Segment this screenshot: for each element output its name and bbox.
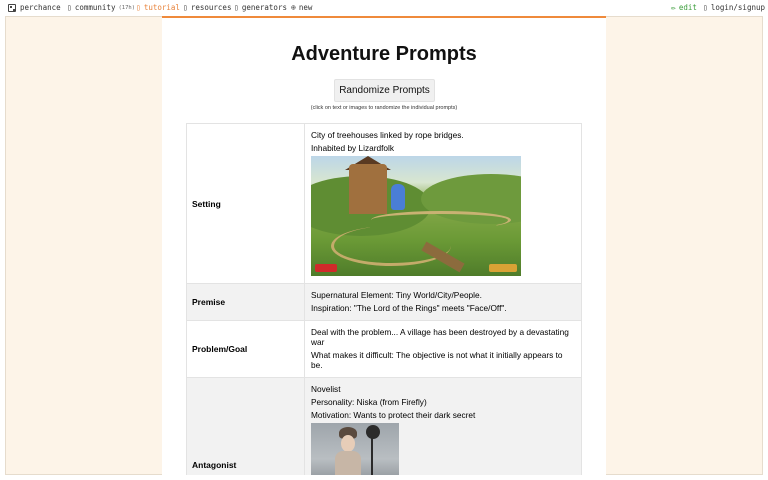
premise-text-2[interactable]: Inspiration: "The Lord of the Rings" meets "Face/Off". <box>311 303 507 313</box>
row-problem-cell <box>306 321 581 377</box>
randomize-hint: (click on text or images to randomize the individual prompts) <box>310 105 458 111</box>
row-setting <box>186 123 582 284</box>
row-antagonist-cell <box>306 378 581 475</box>
row-problem-label: Problem/Goal <box>187 321 305 377</box>
nav-generators[interactable] <box>234 3 287 12</box>
antagonist-text-1[interactable]: Novelist <box>311 384 341 394</box>
nav-tutorial[interactable] <box>136 3 180 12</box>
nav-resources-label: resources <box>190 3 232 12</box>
pencil-icon: ✏ <box>671 3 676 12</box>
setting-image[interactable] <box>311 156 521 276</box>
nav-brand[interactable] <box>8 3 61 12</box>
antagonist-text-3[interactable]: Motivation: Wants to protect their dark secret <box>311 410 476 420</box>
community-badge: (17h) <box>118 4 136 11</box>
nav-new-label: new <box>298 3 313 12</box>
generator-output <box>162 18 606 475</box>
nav-login-label: login/signup <box>710 3 766 12</box>
row-setting-cell <box>306 124 581 283</box>
list-icon: ▯ <box>234 3 239 12</box>
row-problem <box>186 321 582 378</box>
nav-community[interactable] <box>67 3 135 12</box>
nav-community-label: community <box>74 3 116 12</box>
problem-text-1[interactable]: Deal with the problem... A village has been destroyed by a devastating war <box>311 327 569 347</box>
setting-text-2[interactable]: Inhabited by Lizardfolk <box>311 143 395 153</box>
row-premise-label: Premise <box>187 284 305 320</box>
user-icon: ▯ <box>703 3 708 12</box>
plus-circle-icon: ⊕ <box>291 3 296 12</box>
row-antagonist-label: Antagonist <box>187 378 305 475</box>
premise-text-1[interactable]: Supernatural Element: Tiny World/City/People. <box>311 290 482 300</box>
setting-text-1[interactable]: City of treehouses linked by rope bridges. <box>311 130 464 140</box>
antagonist-text-2[interactable]: Personality: Niska (from Firefly) <box>311 397 427 407</box>
nav-resources[interactable] <box>183 3 231 12</box>
folder-icon: ▯ <box>183 3 188 12</box>
nav-new[interactable] <box>291 3 312 12</box>
dice-icon <box>8 4 16 12</box>
nav-generators-label: generators <box>241 3 287 12</box>
row-premise <box>186 284 582 321</box>
book-icon: ▯ <box>136 3 141 12</box>
nav-login[interactable] <box>703 3 765 12</box>
row-setting-label: Setting <box>187 124 305 283</box>
randomize-button[interactable]: Randomize Prompts <box>334 79 435 102</box>
problem-text-2[interactable]: What makes it difficult: The objective is not what it initially appears to be. <box>311 350 563 370</box>
nav-edit-label: edit <box>678 3 697 12</box>
nav-edit[interactable] <box>671 3 697 12</box>
page-title: Adventure Prompts <box>291 43 477 65</box>
chat-icon: ▯ <box>67 3 72 12</box>
row-antagonist <box>186 378 582 475</box>
nav-brand-label: perchance <box>20 3 61 12</box>
antagonist-image[interactable] <box>311 423 399 475</box>
row-premise-cell <box>306 284 581 320</box>
top-nav-bar <box>0 0 768 16</box>
nav-tutorial-label: tutorial <box>143 3 180 12</box>
